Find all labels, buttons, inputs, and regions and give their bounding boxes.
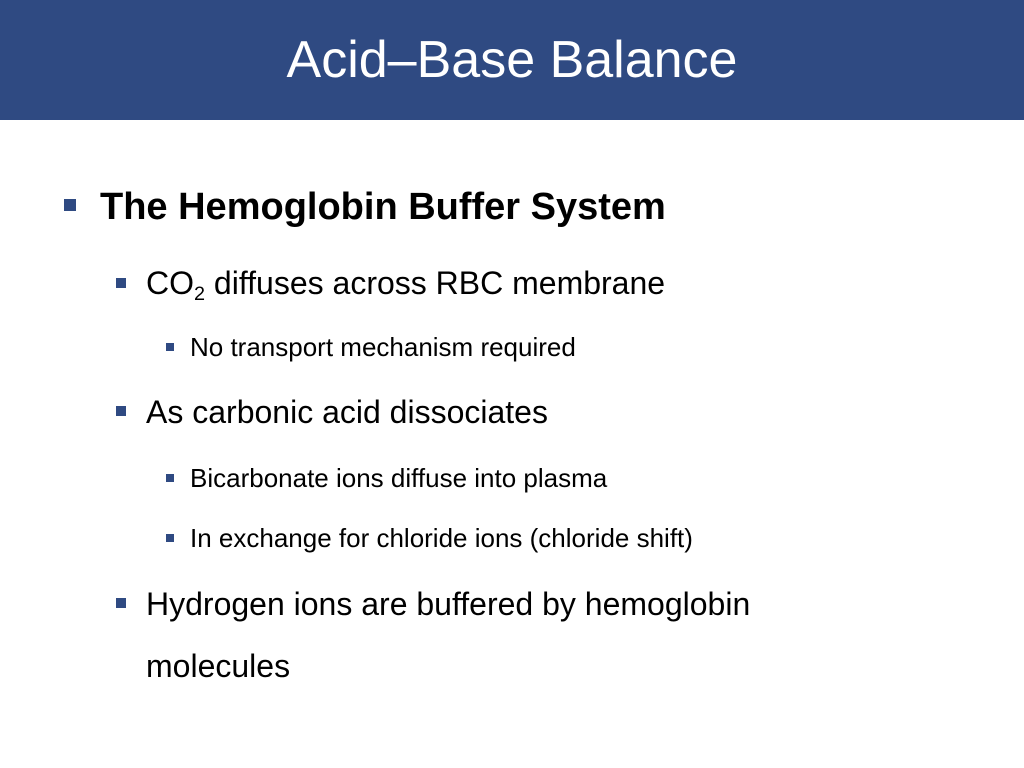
square-bullet-icon <box>116 406 126 416</box>
co2-text: CO <box>146 265 194 301</box>
square-bullet-icon <box>64 199 76 211</box>
square-bullet-icon <box>116 278 126 288</box>
heading-bullet-text: The Hemoglobin Buffer System <box>100 186 666 228</box>
square-bullet-icon <box>166 534 174 542</box>
bullet-no-transport: No transport mechanism required <box>190 332 576 362</box>
bullet-hydrogen-ions-line2: molecules <box>146 648 291 684</box>
square-bullet-icon <box>166 474 174 482</box>
bullet-chloride-shift: In exchange for chloride ions (chloride shift) <box>190 523 693 553</box>
bullet-bicarbonate: Bicarbonate ions diffuse into plasma <box>190 463 608 493</box>
diffuses-text: diffuses across RBC membrane <box>205 265 666 301</box>
bullet-co2-diffuses <box>146 263 665 303</box>
bullet-hydrogen-ions-line1: Hydrogen ions are buffered by hemoglobin <box>146 586 751 622</box>
co2-subscript: 2 <box>194 282 206 305</box>
bullet-carbonic-acid: As carbonic acid dissociates <box>146 394 548 430</box>
square-bullet-icon <box>166 343 174 351</box>
square-bullet-icon <box>116 598 126 608</box>
slide-title: Acid–Base Balance <box>286 31 738 89</box>
